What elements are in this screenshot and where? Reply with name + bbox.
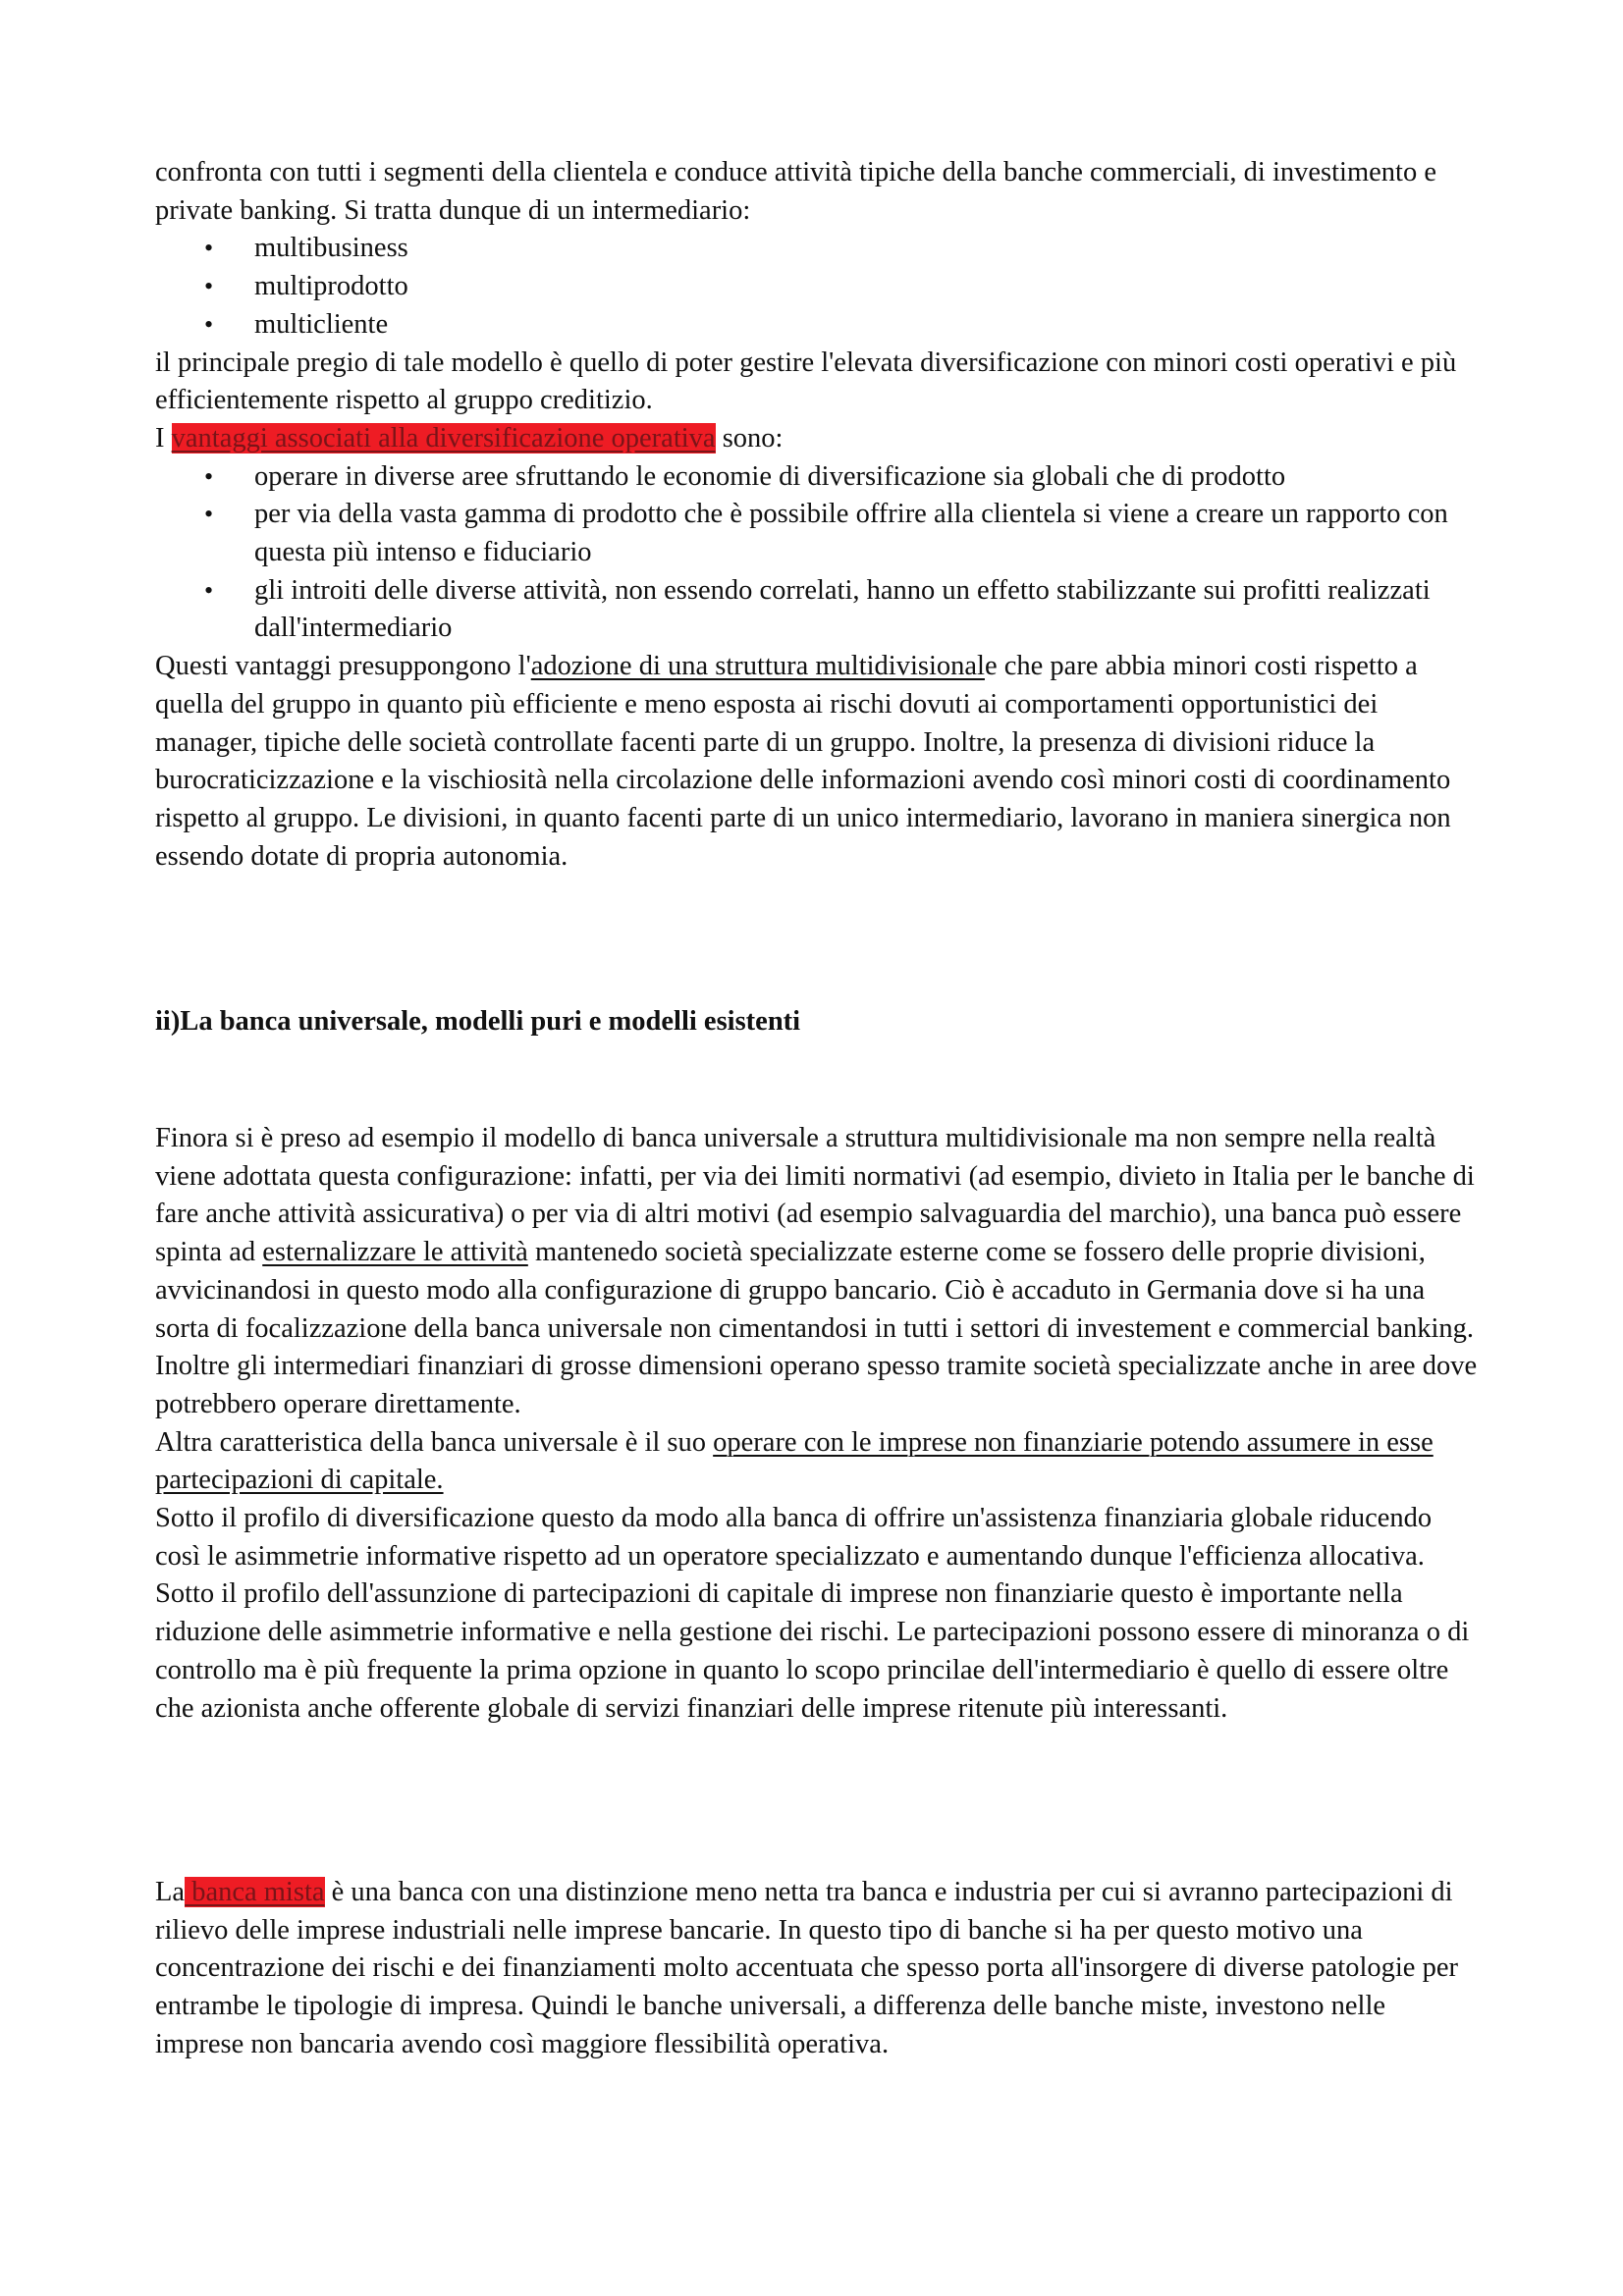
paragraph: La banca mista è una banca con una distinzione meno netta tra banca e industria per cui si avranno partecipazioni di rilievo delle imprese industriali nelle imprese bancarie. In questo tipo di banche si ha per questo motivo una concentrazione dei rischi e dei finanziamenti molto accentuata che spesso porta all'insorgere di diverse patologie per entrambe le tipologie di impresa. Quindi le banche universali, a differenza delle banche miste, investono nelle imprese non bancaria avendo così maggiore flessibilità operativa. (155, 1877, 1458, 2059)
section-2-final (155, 1874, 1481, 2064)
list-item: • multibusiness (155, 230, 1481, 268)
underlined-text: operare con le imprese non finanziarie potendo assumere in esse partecipazioni di capitale. (155, 1426, 1434, 1496)
highlighted-text: banca mista (185, 1877, 325, 1907)
underlined-text: esternalizzare le attività (262, 1237, 528, 1268)
list-item: • multiprodotto (155, 268, 1481, 306)
paragraph: Finora si è preso ad esempio il modello di banca universale a struttura multidivisionale ma non sempre nella realtà viene adottata questa configurazione: infatti, per via dei limiti normativi (ad esempio, divieto in Italia per le banche di fare anche attività assicurativa) o per via di altri motivi (ad esempio salvaguardia del marchio), una banca può essere spinta ad esternalizzare le attività mantenedo società specializzate esterne come se fossero delle proprie divisioni, avvicinandosi in questo modo alla configurazione di gruppo bancario. Ciò è accaduto in Germania dove si ha una sorta di focalizzazione della banca universale non cimentandosi in tutti i settori di investement e commercial banking. Inoltre gli intermediari finanziari di grosse dimensioni operano spesso tramite società specializzate anche in aree dove potrebbero operare direttamente. (155, 1123, 1478, 1419)
intermediary-type-list (155, 230, 1481, 344)
paragraph: Altra caratteristica della banca universale è il suo operare con le imprese non finanziarie potendo assumere in esse partecipazioni di capitale. (155, 1426, 1434, 1496)
list-item: • operare in diverse aree sfruttando le economie di diversificazione sia globali che di prodotto (155, 458, 1481, 497)
highlighted-text: vantaggi associati alla diversificazione operativa (171, 422, 716, 454)
paragraph: Sotto il profilo dell'assunzione di partecipazioni di capitale di imprese non finanziarie questo è importante nella riduzione delle asimmetrie informative e nella gestione dei rischi. Le partecipazioni possono essere di minoranza o di controllo ma è più frequente la prima opzione in quanto lo scopo princilae dell'intermediario è quello di essere oltre che azionista anche offerente globale di servizi finanziari delle imprese ritenute più interessanti. (155, 1578, 1470, 1724)
paragraph: Questi vantaggi presuppongono l'adozione di una struttura multidivisionale che pare abbia minori costi rispetto a quella del gruppo in quanto più efficiente e meno esposta ai rischi dovuti ai comportamenti opportunistici dei manager, tipiche delle società controllate facenti parte di un gruppo. Inoltre, la presenza di divisioni riduce la burocraticizzazione e la vischiosità nella circolazione delle informazioni avendo così minori costi di coordinamento rispetto al gruppo. Le divisioni, in quanto facenti parte di un unico intermediario, lavorano in maniera sinergica non essendo dotate di propria autonomia. (155, 651, 1451, 872)
section-heading: ii)La banca universale, modelli puri e modelli esistenti (155, 1006, 801, 1037)
underlined-text: adozione di una struttura multidivisional (530, 651, 985, 682)
paragraph: Sotto il profilo di diversificazione questo da modo alla banca di offrire un'assistenza finanziaria globale riducendo così le asimmetrie informative rispetto ad un operatore specializzato e aumentando dunque l'efficienza allocativa. (155, 1503, 1433, 1572)
list-item: • gli introiti delle diverse attività, non essendo correlati, hanno un effetto stabilizzante sui profitti realizzati dall'intermediario (155, 572, 1481, 648)
advantages-list (155, 458, 1481, 649)
section-heading-block (155, 1003, 1481, 1041)
paragraph: il principale pregio di tale modello è quello di poter gestire l'elevata diversificazione con minori costi operativi e più efficientemente rispetto al gruppo creditizio. (155, 347, 1457, 416)
advantages-intro: I vantaggi associati alla diversificazione operativa sono: (155, 422, 784, 454)
section-2 (155, 1120, 1481, 1728)
list-item: • per via della vasta gamma di prodotto che è possibile offrire alla clientela si viene a creare un rapporto con questa più intenso e fiduciario (155, 496, 1481, 571)
intro-paragraph: confronta con tutti i segmenti della clientela e conduce attività tipiche della banche commerciali, di investimento e private banking. Si tratta dunque di un intermediario: (155, 157, 1436, 226)
list-item: • multicliente (155, 306, 1481, 345)
section-1 (155, 154, 1481, 876)
